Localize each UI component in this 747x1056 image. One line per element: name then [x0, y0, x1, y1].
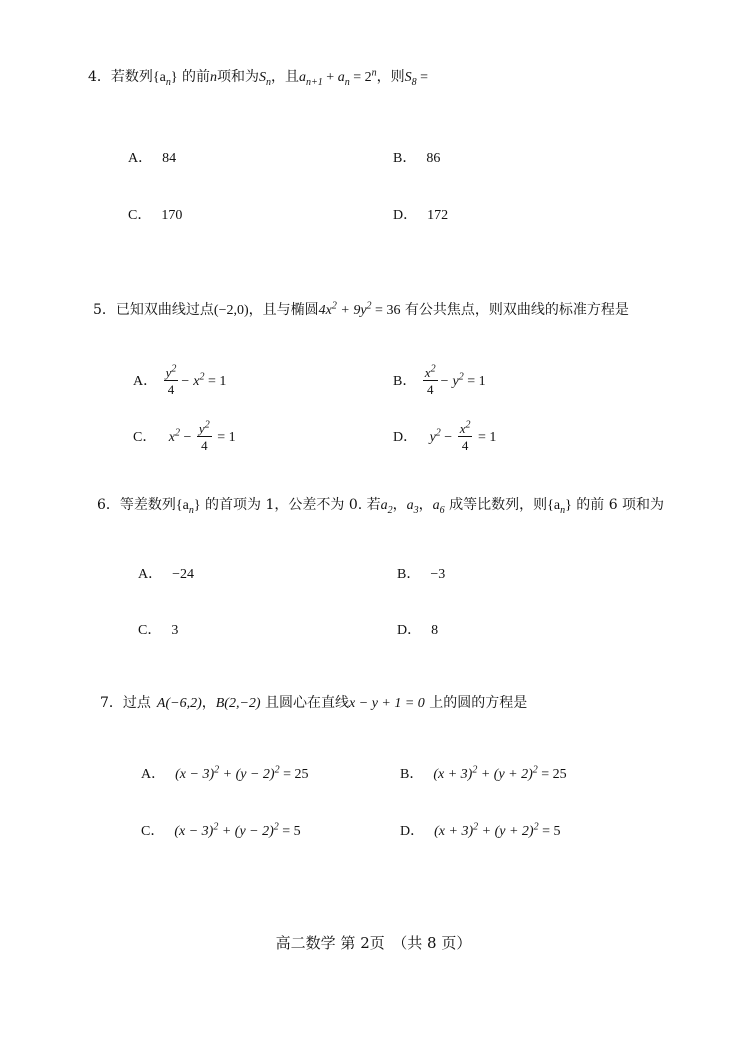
- math-sub: n: [266, 76, 272, 88]
- option-letter: D．: [400, 824, 425, 839]
- option-letter: D．: [393, 208, 418, 223]
- math-text: {a: [175, 498, 189, 513]
- math-sub: 3: [413, 504, 419, 516]
- frac-denominator: 4: [201, 438, 208, 453]
- math-text: − y: [439, 374, 459, 389]
- frac-denominator: 4: [426, 382, 434, 397]
- math-sup: 2: [532, 764, 538, 776]
- math-sup: 2: [175, 427, 181, 439]
- math-text: (x + 3): [434, 824, 474, 839]
- stem-text: 的前 6 项和为: [571, 497, 665, 513]
- math-text: + (y + 2): [477, 767, 533, 782]
- math-text: a: [432, 498, 440, 513]
- question-5-option-a[interactable]: [133, 363, 227, 397]
- question-7-option-b[interactable]: [400, 764, 567, 785]
- option-letter: A．: [141, 767, 166, 782]
- option-value: −3: [430, 567, 446, 582]
- frac-numerator: y: [165, 365, 172, 380]
- question-6-option-d[interactable]: [397, 620, 438, 641]
- fraction: [164, 363, 179, 397]
- stem-text: 上的圆的方程是: [424, 695, 528, 711]
- stem-text: 项和为: [217, 69, 260, 85]
- question-6-stem: [97, 495, 664, 516]
- option-letter: B．: [393, 151, 417, 166]
- stem-text: ，: [201, 695, 216, 711]
- question-4-option-c[interactable]: [128, 205, 182, 226]
- fraction: [197, 419, 212, 453]
- math-sub: n+1: [306, 76, 323, 88]
- option-letter: C．: [138, 623, 162, 638]
- question-5-option-c[interactable]: [133, 419, 236, 453]
- math-sup: 2: [366, 300, 372, 312]
- math-text: {a: [152, 70, 166, 85]
- page-footer: 高二数学 第 2页 （共 8 页）: [275, 934, 472, 952]
- option-value: 86: [426, 151, 441, 166]
- math-text: A(−6,2): [156, 696, 202, 711]
- math-text: n: [210, 70, 218, 85]
- math-text: }: [170, 70, 178, 85]
- question-4-stem: [88, 67, 428, 88]
- option-letter: B．: [397, 567, 421, 582]
- math-text: + (y + 2): [478, 824, 534, 839]
- math-text: = 5: [278, 824, 301, 839]
- math-text: }: [565, 498, 572, 513]
- question-4-option-d[interactable]: [393, 205, 448, 226]
- math-sup: 2: [430, 363, 436, 375]
- option-letter: D．: [393, 430, 418, 445]
- question-4-option-b[interactable]: [393, 148, 440, 169]
- math-sub: n: [188, 504, 194, 516]
- math-text: = 5: [538, 824, 561, 839]
- question-6-option-b[interactable]: [397, 564, 445, 585]
- math-text: a: [337, 70, 345, 85]
- frac-numerator: x: [459, 421, 466, 436]
- math-text: = 36: [371, 303, 401, 318]
- stem-text: ，: [392, 497, 407, 513]
- math-text: {a: [547, 498, 561, 513]
- math-sup: 2: [171, 363, 177, 375]
- math-text: y: [429, 430, 436, 445]
- option-letter: A．: [128, 151, 153, 166]
- question-4-option-a[interactable]: [128, 148, 176, 169]
- frac-numerator: x: [424, 365, 431, 380]
- math-text: + 9y: [336, 303, 367, 318]
- math-text: (−2,0): [213, 303, 249, 318]
- math-sup: 2: [533, 821, 539, 833]
- question-number: 6．: [97, 497, 120, 513]
- stem-text: 的首项为 1，公差不为 0. 若: [200, 497, 381, 513]
- math-text: = 1: [463, 374, 486, 389]
- stem-text: 的前: [177, 69, 211, 85]
- question-7-option-a[interactable]: [141, 764, 308, 785]
- math-text: +: [322, 70, 338, 85]
- question-number: 5．: [93, 302, 116, 318]
- stem-text: 等差数列: [119, 497, 176, 513]
- option-value: −24: [172, 567, 195, 582]
- math-text: S: [259, 70, 267, 85]
- option-value: 172: [427, 208, 449, 223]
- math-sup: 2: [458, 371, 464, 383]
- math-sup: 2: [473, 821, 479, 833]
- math-sub: 8: [411, 76, 417, 88]
- math-sup: 2: [274, 764, 280, 776]
- math-sup: 2: [214, 764, 220, 776]
- math-text: = 1: [204, 374, 227, 389]
- stem-text: 已知双曲线过点: [115, 302, 214, 318]
- option-letter: A．: [138, 567, 163, 582]
- math-sup: 2: [331, 300, 337, 312]
- question-5-stem: [93, 300, 629, 321]
- math-text: + (y − 2): [219, 767, 275, 782]
- option-letter: C．: [141, 824, 165, 839]
- frac-numerator: y: [198, 421, 205, 436]
- question-7-option-d[interactable]: [400, 821, 560, 842]
- fraction: [423, 363, 438, 397]
- question-5-option-d[interactable]: [393, 419, 497, 453]
- math-text: x − y + 1 = 0: [349, 696, 425, 711]
- math-text: 4x: [318, 303, 332, 318]
- frac-denominator: 4: [461, 438, 469, 453]
- math-text: −: [440, 430, 456, 445]
- math-text: x: [168, 430, 176, 445]
- option-letter: A．: [133, 374, 158, 389]
- math-sup: 2: [435, 427, 441, 439]
- stem-text: ，则: [376, 69, 405, 85]
- question-5-option-b[interactable]: [393, 363, 486, 397]
- math-sup: n: [371, 67, 377, 79]
- math-text: (x − 3): [174, 824, 214, 839]
- option-value: 3: [171, 623, 179, 638]
- math-text: = 25: [279, 767, 309, 782]
- math-text: }: [193, 498, 201, 513]
- math-text: + (y − 2): [218, 824, 274, 839]
- question-number: 7．: [100, 695, 123, 711]
- stem-text: 且圆心在直线: [260, 695, 350, 711]
- math-text: S: [404, 70, 412, 85]
- math-text: a: [406, 498, 414, 513]
- stem-text: 成等比数列，则: [444, 497, 548, 513]
- math-text: (x + 3): [433, 767, 473, 782]
- stem-text: 有公共焦点，则双曲线的标准方程是: [400, 302, 629, 318]
- math-text: B(2,−2): [215, 696, 261, 711]
- question-7-stem: [100, 693, 527, 714]
- math-text: = 1: [213, 430, 236, 445]
- math-sup: 2: [273, 821, 279, 833]
- math-sup: 2: [213, 821, 219, 833]
- stem-text: 若数列: [110, 69, 153, 85]
- option-letter: C．: [128, 208, 152, 223]
- stem-text: ，且: [271, 69, 300, 85]
- option-letter: D．: [397, 623, 422, 638]
- question-7-option-c[interactable]: [141, 821, 301, 842]
- math-sub: n: [165, 76, 171, 88]
- stem-text: ，: [418, 497, 433, 513]
- question-6-option-a[interactable]: [138, 564, 194, 585]
- math-text: a: [299, 70, 307, 85]
- question-6-option-c[interactable]: [138, 620, 178, 641]
- option-value: 8: [431, 623, 439, 638]
- math-sup: 2: [472, 764, 478, 776]
- math-sup: 2: [199, 371, 205, 383]
- option-value: 84: [162, 151, 177, 166]
- frac-denominator: 4: [167, 382, 175, 397]
- math-text: =: [416, 70, 429, 85]
- math-text: −: [180, 430, 195, 445]
- math-sup: 2: [465, 419, 471, 431]
- math-sub: 2: [387, 504, 393, 516]
- option-letter: C．: [133, 430, 157, 445]
- math-text: = 1: [474, 430, 497, 445]
- stem-text: ，且与椭圆: [248, 302, 319, 318]
- option-letter: B．: [400, 767, 424, 782]
- math-text: (x − 3): [175, 767, 215, 782]
- math-sub: n: [560, 504, 566, 516]
- math-sub: 6: [439, 504, 445, 516]
- math-text: = 25: [537, 767, 567, 782]
- math-text: = 2: [349, 70, 372, 85]
- math-text: a: [380, 498, 388, 513]
- option-letter: B．: [393, 374, 417, 389]
- math-sub: n: [344, 76, 350, 88]
- math-sup: 2: [204, 419, 210, 431]
- question-number: 4．: [88, 69, 111, 85]
- option-value: 170: [161, 208, 183, 223]
- stem-text: 过点: [122, 695, 151, 711]
- math-text: − x: [180, 374, 200, 389]
- fraction: [458, 419, 473, 453]
